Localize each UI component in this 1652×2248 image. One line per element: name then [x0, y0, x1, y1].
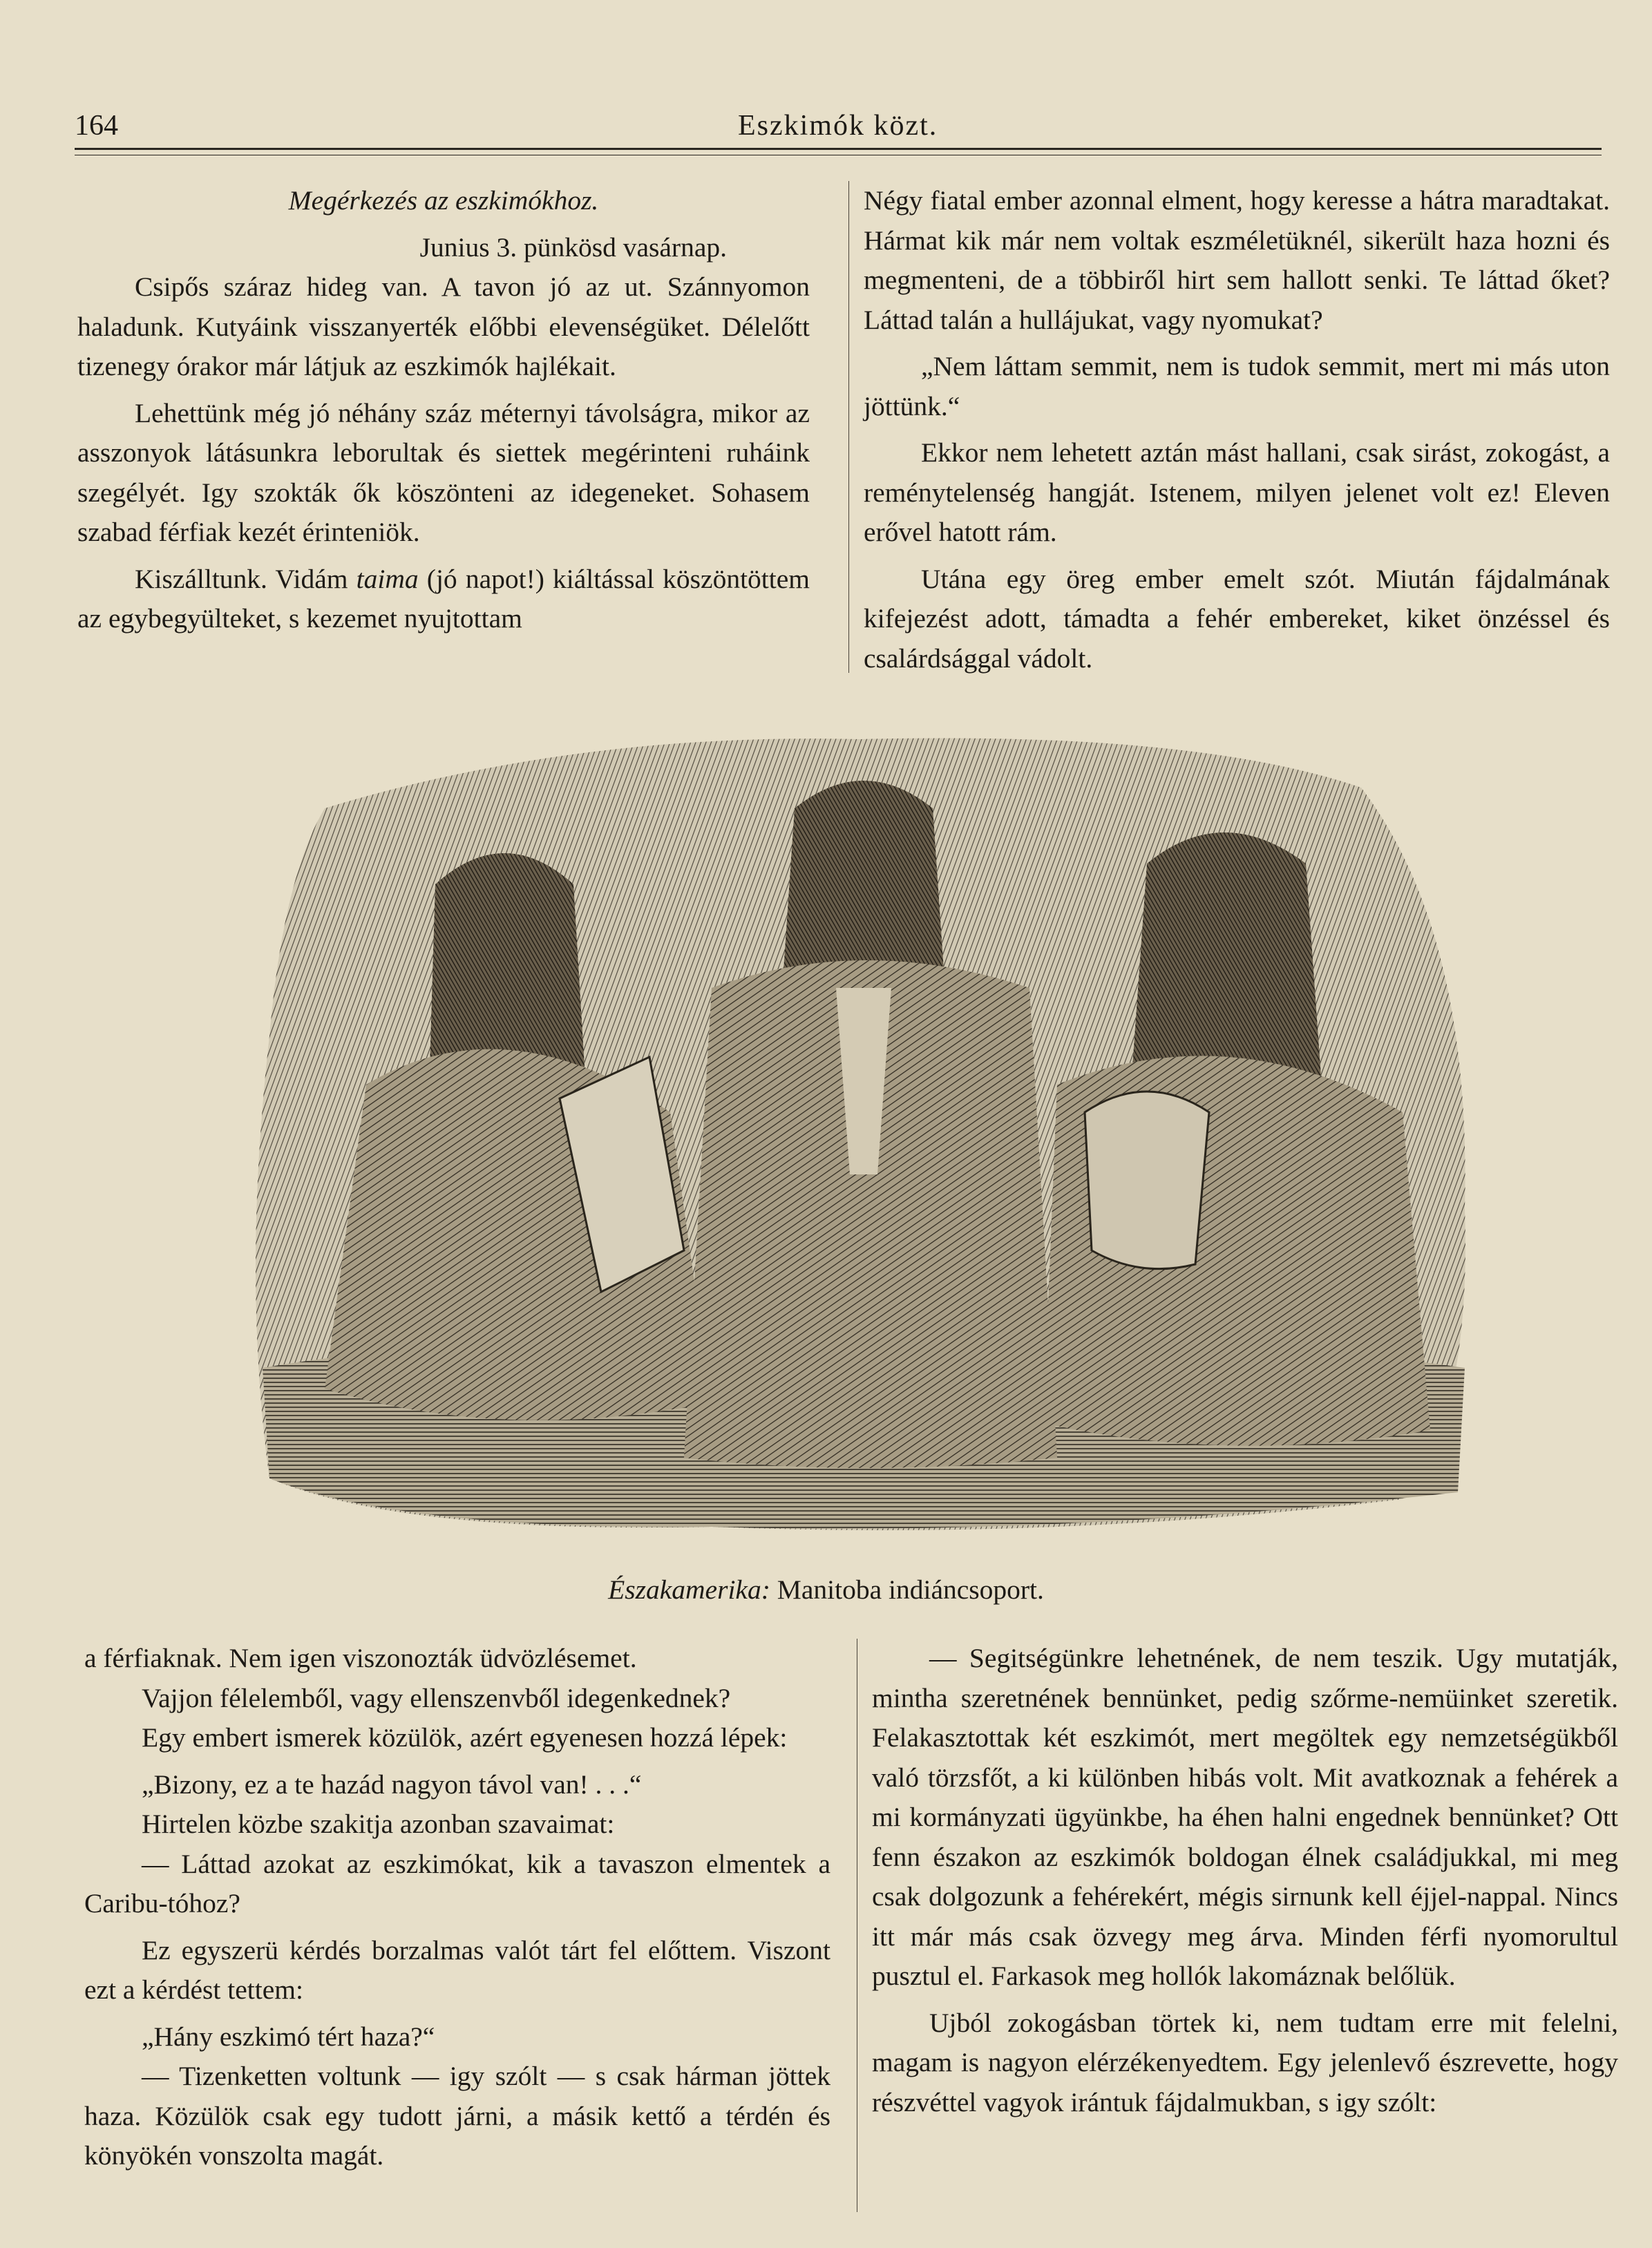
top-left-column [77, 181, 810, 639]
paragraph: „Bizony, ez a te hazád nagyon távol van! . . .“ [141, 1769, 642, 1800]
section-heading: Megérkezés az eszkimókhoz. [288, 185, 599, 216]
caption-label: Északamerika: [608, 1574, 770, 1605]
page-header [75, 109, 1602, 148]
header-rule-thick [75, 148, 1602, 150]
column-divider [848, 181, 849, 673]
paragraph: Ujból zokogásban törtek ki, nem tudtam erre mit felelni, magam is nagyon elérzékenyedtem. Egy jelenlevő észrevette, hogy részvéttel vagyok irántuk fájdalmukban, s igy szólt: [872, 2007, 1618, 2117]
paragraph [77, 560, 810, 639]
paragraph: — Láttad azokat az eszkimókat, kik a tavaszon elmentek a Caribu-tóhoz? [84, 1848, 830, 1918]
running-title: Eszkimók közt. [738, 110, 938, 142]
italic-word: taima [356, 563, 419, 594]
paragraph: — Segitségünkre lehetnének, de nem teszik. Ugy mutatják, mintha szeretnének bennünket, pedig szőrme-nemüinket szeretik. Felakasztottak két eszkimót, mert megöltek egy nemzetségükből való törzsfőt, a ki különben hibás volt. Mit avatkoznak a fehérek a mi kormányzati ügyünkbe, ha éhen halni engednek bennünket? Ott fenn északon az eszkimók boldogan élnek családjukkal, mi meg csak dolgozunk a fehérekért, mégis sirnunk kell éjjel-nappal. Nincs itt már más csak özvegy meg árva. Minden férfi nyomorultul pusztul el. Farkasok meg hollók lakomáznak belőlük. [872, 1643, 1618, 1991]
paragraph: Lehettünk még jó néhány száz méternyi távolságra, mikor az asszonyok látásunkra leborultak és siettek megérinteni ruháink szegélyét. Igy szokták ők köszönteni az idegeneket. Sohasem szabad férfiak kezét érinteniök. [77, 397, 810, 547]
paragraph: Utána egy öreg ember emelt szót. Miután fájdalmának kifejezést adott, támadta a fehér embereket, kiket önzéssel és csalárdsággal vádolt. [864, 563, 1610, 674]
paragraph: „Nem láttam semmit, nem is tudok semmit, mert mi más uton jöttünk.“ [864, 351, 1610, 421]
bottom-left-column [84, 1639, 830, 2176]
top-right-column [864, 181, 1610, 678]
paragraph: Csipős száraz hideg van. A tavon jó az ut. Szánnyomon haladunk. Kutyáink visszanyerték előbbi elevenségüket. Délelőtt tizenegy órakor már látjuk az eszkimók hajlékait. [77, 272, 810, 381]
paragraph: Ez egyszerü kérdés borzalmas valót tárt fel előttem. Viszont ezt a kérdést tettem: [84, 1934, 830, 2005]
text-run: (jó napot!) kiáltással köszöntöttem az egybegyülteket, s kezemet nyujtottam [77, 563, 810, 634]
paragraph: Hirtelen közbe szakitja azonban szavaimat: [141, 1809, 615, 1839]
paragraph: „Hány eszkimó tért haza?“ [141, 2021, 435, 2052]
paragraph: Vajjon félelemből, vagy ellenszenvből idegenkednek? [141, 1682, 731, 1713]
text-run: Kiszálltunk. Vidám [134, 563, 357, 594]
paragraph: Ekkor nem lehetett aztán mást hallani, csak sirást, zokogást, a reménytelenség hangját. Istenem, milyen jelenet volt ez! Eleven erővel hatott rám. [864, 437, 1610, 547]
paragraph: — Tizenketten voltunk — igy szólt — s csak hárman jöttek haza. Közülök csak egy tudott járni, a másik kettő a térdén és könyökén vonszolta magát. [84, 2061, 830, 2171]
date-line: Junius 3. pünkösd vasárnap. [419, 231, 727, 263]
page-number: 164 [75, 110, 118, 142]
paragraph: a férfiaknak. Nem igen viszonozták üdvözlésemet. [84, 1643, 637, 1673]
bottom-right-column [872, 1639, 1618, 2122]
paragraph: Négy fiatal ember azonnal elment, hogy keresse a hátra maradtakat. Hármat kik már nem voltak eszméletüknél, sikerült haza hozni és megmenteni, de a többiről hirt sem hallott senki. Te láttad őket? Láttad talán a hullájukat, vagy nyomukat? [864, 185, 1610, 335]
engraving-illustration [228, 725, 1492, 1546]
caption-text: Manitoba indiáncsoport. [770, 1574, 1044, 1605]
figure-caption [0, 1574, 1652, 1606]
paragraph: Egy embert ismerek közülök, azért egyenesen hozzá lépek: [141, 1722, 788, 1753]
